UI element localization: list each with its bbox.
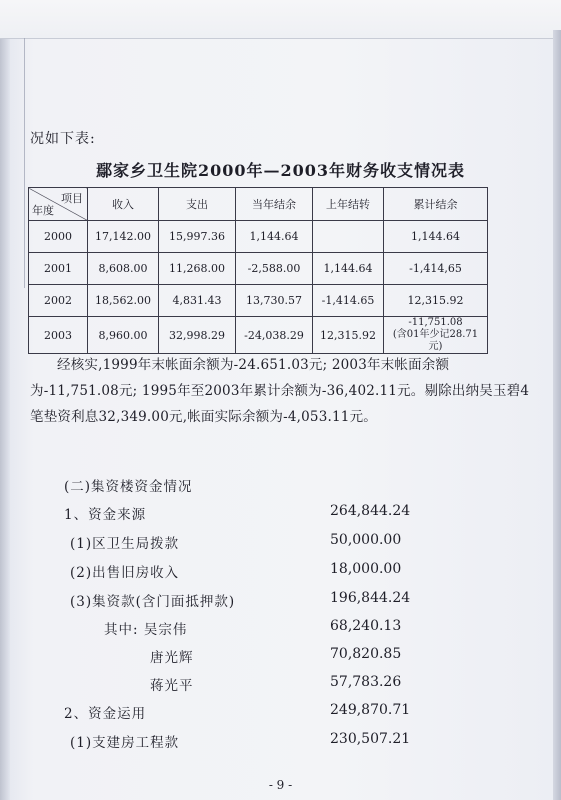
cell-carryover: 12,315.92 [313,317,384,354]
cell-balance: 1,144.64 [236,221,313,253]
fund-section-heading: (二)集资楼资金情况 [64,479,193,495]
table-row [29,221,488,253]
corner-label-item: 项目 [61,192,83,205]
fund-item-amount: 57,783.26 [330,674,402,690]
fund-item-label: 蒋光平 [150,678,194,694]
fund-item-amount: 264,844.24 [330,503,411,519]
right-paper-edge [553,30,561,800]
fund-item-amount: 70,820.85 [330,646,402,662]
fund-item-label: (2)出售旧房收入 [70,565,180,581]
cell-expense: 15,997.36 [159,221,236,253]
cell-year: 2002 [29,285,88,317]
top-paper-edge [0,0,561,39]
fund-item-amount: 196,844.24 [330,590,411,606]
cumulative-note: (含01年少记28.71元) [392,329,479,352]
fund-item-amount: 68,240.13 [330,618,402,634]
fund-item-amount: 18,000.00 [330,561,402,577]
fund-item-label: (1)区卫生局拨款 [70,536,180,552]
cell-balance: -24,038.29 [236,317,313,354]
corner-label-year: 年度 [32,204,54,217]
page-number: - 9 - [268,778,293,792]
cell-cumulative: -1,414,65 [384,253,488,285]
cell-cumulative [384,317,488,354]
cell-balance: 13,730.57 [236,285,313,317]
cell-income: 8,608.00 [88,253,159,285]
header-carryover: 上年结转 [313,188,384,221]
verification-paragraph: 经核实,1999年末帐面余额为-24.651.03元; 2003年末帐面余额为-11,751.08元; 1995年至2003年累计余额为-36,402.11元。剔除出纳吴玉碧4笔垫资利息32,349.00元,帐面实际余额为-4,053.11元。 [30,357,530,425]
cell-year: 2003 [29,317,88,354]
header-corner [29,188,88,221]
cell-carryover [313,221,384,253]
header-expense: 支出 [159,188,236,221]
cumulative-value: -11,751.08 [408,317,463,328]
intro-text: 况如下表: [30,131,96,147]
cell-carryover: -1,414.65 [313,285,384,317]
fund-item-amount: 249,870.71 [330,702,411,718]
binder-edge [0,0,10,800]
header-cumulative: 累计结余 [384,188,488,221]
cell-income: 18,562.00 [88,285,159,317]
cell-year: 2001 [29,253,88,285]
cell-carryover: 1,144.64 [313,253,384,285]
cell-year: 2000 [29,221,88,253]
table-header-row [29,188,488,221]
finance-table [28,187,488,354]
fund-item-label: (1)支建房工程款 [70,735,180,751]
table-row [29,253,488,285]
table-title: 鄢家乡卫生院2000年—2003年财务收支情况表 [95,161,466,180]
cell-expense: 4,831.43 [159,285,236,317]
cell-cumulative: 1,144.64 [384,221,488,253]
cell-expense: 11,268.00 [159,253,236,285]
fund-item-label: 1、资金来源 [64,507,147,523]
fund-item-amount: 50,000.00 [330,532,402,548]
table-row [29,285,488,317]
cell-income: 8,960.00 [88,317,159,354]
cell-balance: -2,588.00 [236,253,313,285]
cell-cumulative: 12,315.92 [384,285,488,317]
fund-item-label: (3)集资款(含门面抵押款) [70,594,236,610]
table-row [29,317,488,354]
fund-item-amount: 230,507.21 [330,731,411,747]
header-income: 收入 [88,188,159,221]
fund-item-label: 其中: 吴宗伟 [104,622,188,638]
fund-item-label: 唐光辉 [150,650,194,666]
fund-item-label: 2、资金运用 [64,706,147,722]
cell-expense: 32,998.29 [159,317,236,354]
cell-income: 17,142.00 [88,221,159,253]
header-year-balance: 当年结余 [236,188,313,221]
